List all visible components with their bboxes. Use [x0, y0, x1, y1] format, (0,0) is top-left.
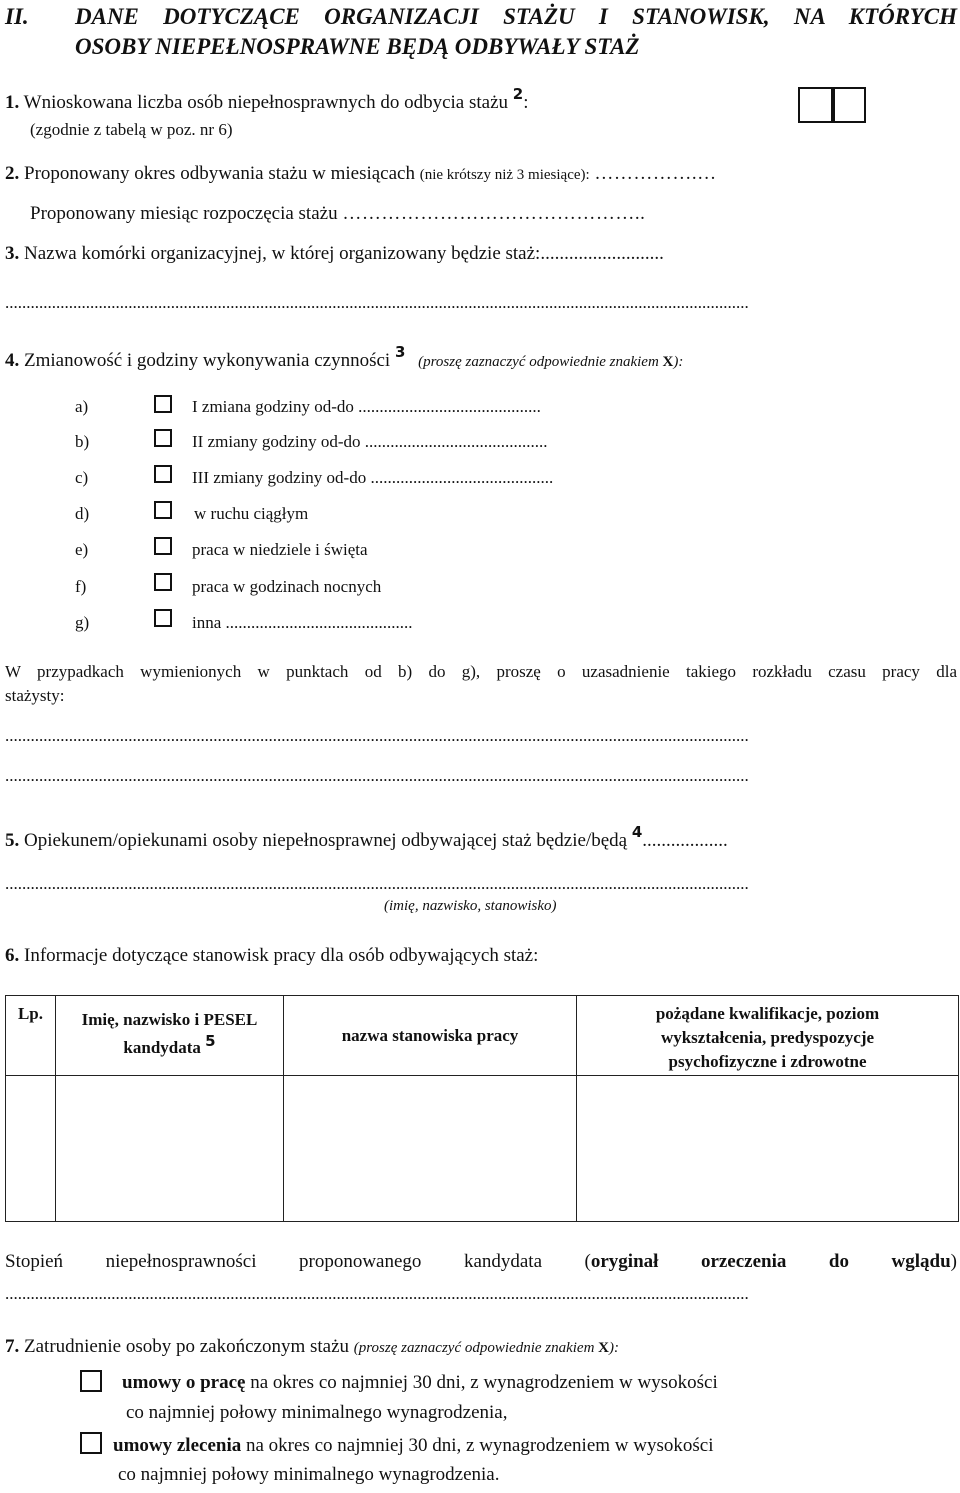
disability-dots-line[interactable]: ...............................................................................................................................................................................	[5, 1284, 749, 1303]
header-candidate-line1: Imię, nazwisko i PESEL	[81, 1010, 258, 1029]
cell-position[interactable]	[284, 1076, 577, 1222]
header-qualifications-line1: pożądane kwalifikacje, poziom	[655, 1004, 880, 1023]
option-g-label: inna ............................................	[192, 613, 413, 632]
option-a-checkbox[interactable]	[154, 395, 172, 413]
mandate-contract-checkbox[interactable]	[80, 1432, 102, 1454]
option-f-letter: f)	[75, 577, 87, 596]
justification-text-line2: stażysty:	[5, 686, 65, 705]
cell-candidate[interactable]	[56, 1076, 284, 1222]
count-digit-box-1[interactable]	[798, 87, 833, 123]
justification-dots-line-1[interactable]: ...............................................................................................................................................................................	[5, 726, 749, 745]
table-row[interactable]	[6, 1076, 959, 1222]
disability-bold-1: (oryginał	[584, 1251, 659, 1272]
footnote-2: 2	[512, 85, 524, 103]
positions-table	[5, 995, 959, 1222]
item5-text: Opiekunem/opiekunami osoby niepełnosprawnej odbywającej staż będzie/będą	[24, 830, 628, 851]
item3-dots[interactable]: ..........................	[540, 243, 664, 264]
employment-contract-label: umowy o pracę	[122, 1372, 246, 1393]
option-e-label: praca w niedziele i święta	[192, 540, 368, 559]
item2-text: Proponowany okres odbywania stażu w miesiącach	[24, 163, 415, 184]
item2-dots[interactable]: …………….…	[594, 163, 717, 184]
header-qualifications-line2: wykształcenia, predyspozycje	[660, 1028, 875, 1047]
item7-number: 7.	[5, 1336, 20, 1357]
item4-number: 4.	[5, 350, 20, 371]
start-month-label: Proponowany miesiąc rozpoczęcia stażu	[30, 203, 338, 224]
mandate-contract-text: na okres co najmniej 30 dni, z wynagrodzeniem w wysokości	[245, 1435, 714, 1456]
employment-contract-checkbox[interactable]	[80, 1370, 102, 1392]
mandate-contract-label: umowy zlecenia	[113, 1435, 242, 1456]
justification-dots-line-2[interactable]: ...............................................................................................................................................................................	[5, 766, 749, 785]
option-g-checkbox[interactable]	[154, 609, 172, 627]
option-d-letter: d)	[75, 504, 90, 523]
item5-dots-line[interactable]: ...............................................................................................................................................................................	[5, 874, 749, 893]
option-c-label: III zmiany godziny od-do ...........................................	[192, 468, 554, 487]
header-qualifications-line3: psychofizyczne i zdrowotne	[668, 1052, 867, 1071]
table-header-row	[6, 996, 959, 1076]
employment-contract-line	[122, 1372, 718, 1394]
option-c-checkbox[interactable]	[154, 465, 172, 483]
disability-line	[5, 1251, 957, 1273]
count-input-boxes[interactable]	[798, 87, 872, 123]
disability-word-4: kandydata	[463, 1251, 543, 1272]
item3-dots-line[interactable]: ...............................................................................................................................................................................	[5, 293, 749, 312]
header-qualifications	[577, 996, 959, 1076]
item5-dots[interactable]: ..................	[642, 830, 728, 851]
header-candidate-line2: kandydata 5	[123, 1032, 216, 1057]
item7-note: (proszę zaznaczyć odpowiednie znakiem X):	[353, 1340, 620, 1356]
header-candidate	[56, 996, 284, 1076]
justification-text: W przypadkach wymienionych w punktach od b) do g), proszę o uzasadnienie takiego rozkładu czasu pracy dla	[5, 662, 957, 681]
item7-line	[5, 1336, 619, 1358]
disability-bold-3: do	[828, 1251, 849, 1272]
item4-line	[5, 343, 684, 372]
item5-number: 5.	[5, 830, 20, 851]
option-a-letter: a)	[75, 397, 89, 416]
item1-text: Wnioskowana liczba osób niepełnosprawnych do odbycia stażu	[23, 92, 509, 113]
disability-word-2: niepełnosprawności	[105, 1251, 257, 1272]
item3-text: Nazwa komórki organizacyjnej, w której organizowany będzie staż:	[24, 243, 541, 264]
footnote-3: 3	[394, 343, 406, 361]
disability-bold-4: wglądu)	[891, 1251, 957, 1272]
count-digit-box-2[interactable]	[831, 87, 866, 123]
section-title-line1: DANE DOTYCZĄCE ORGANIZACJI STAŻU I STANOWISK, NA KTÓRYCH	[75, 4, 957, 29]
item3-number: 3.	[5, 243, 20, 264]
employment-contract-line2: co najmniej połowy minimalnego wynagrodzenia,	[126, 1402, 508, 1423]
cell-qualifications[interactable]	[577, 1076, 959, 1222]
option-d-checkbox[interactable]	[154, 501, 172, 519]
option-d-label: w ruchu ciągłym	[194, 504, 309, 523]
item1-colon: :	[523, 92, 529, 113]
item3-line	[5, 243, 664, 265]
item2-number: 2.	[5, 163, 20, 184]
option-f-checkbox[interactable]	[154, 573, 172, 591]
disability-word-1: Stopień	[5, 1251, 64, 1272]
option-a-label: I zmiana godziny od-do ...........................................	[192, 397, 541, 416]
item2-note: (nie krótszy niż 3 miesiące):	[419, 167, 590, 183]
option-e-letter: e)	[75, 540, 89, 559]
item2-line	[5, 163, 717, 185]
option-b-letter: b)	[75, 432, 90, 451]
item2-line2	[30, 203, 645, 225]
footnote-5: 5	[205, 1032, 216, 1050]
item6-text: Informacje dotyczące stanowisk pracy dla osób odbywających staż:	[24, 945, 539, 966]
disability-word-3: proponowanego	[299, 1251, 422, 1272]
item1-line	[5, 85, 529, 114]
option-f-label: praca w godzinach nocnych	[192, 577, 382, 596]
item1-number: 1.	[5, 92, 20, 113]
item4-note: (proszę zaznaczyć odpowiednie znakiem X):	[418, 354, 684, 370]
cell-lp[interactable]	[6, 1076, 56, 1222]
item5-caption: (imię, nazwisko, stanowisko)	[384, 898, 557, 914]
mandate-contract-line	[113, 1435, 713, 1457]
section-numeral: II.	[5, 4, 29, 29]
item6-line	[5, 945, 538, 967]
item6-number: 6.	[5, 945, 20, 966]
item4-text: Zmianowość i godziny wykonywania czynności	[24, 350, 391, 371]
start-month-dots[interactable]: ………………………………………..	[342, 203, 646, 224]
option-b-label: II zmiany godziny od-do ...........................................	[192, 432, 548, 451]
option-c-letter: c)	[75, 468, 89, 487]
disability-bold-2: orzeczenia	[700, 1251, 787, 1272]
option-g-letter: g)	[75, 613, 90, 632]
item1-subnote: (zgodnie z tabelą w poz. nr 6)	[30, 120, 233, 139]
item7-text: Zatrudnienie osoby po zakończonym stażu	[24, 1336, 350, 1357]
footnote-4: 4	[631, 823, 643, 841]
option-e-checkbox[interactable]	[154, 537, 172, 555]
item5-line	[5, 823, 728, 852]
section-title-line2: OSOBY NIEPEŁNOSPRAWNE BĘDĄ ODBYWAŁY STAŻ	[75, 34, 640, 59]
header-lp: Lp.	[6, 996, 56, 1076]
header-position-name: nazwa stanowiska pracy	[284, 996, 577, 1076]
option-b-checkbox[interactable]	[154, 429, 172, 447]
employment-contract-text: na okres co najmniej 30 dni, z wynagrodzeniem w wysokości	[250, 1372, 718, 1393]
mandate-contract-line2: co najmniej połowy minimalnego wynagrodzenia.	[118, 1464, 500, 1485]
